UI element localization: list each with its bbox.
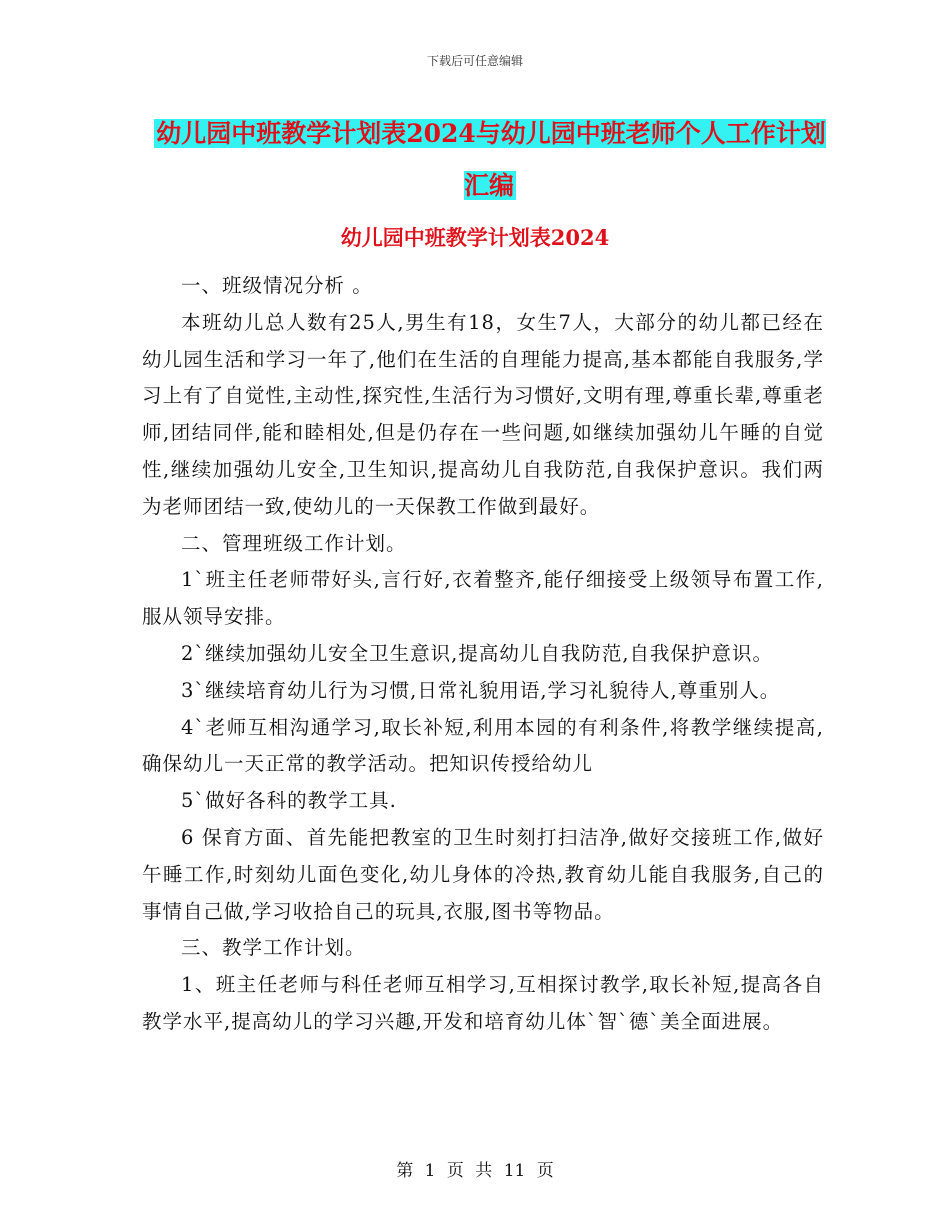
- document-title: [150, 108, 830, 212]
- paragraph: 4`老师互相沟通学习,取长补短,利用本园的有利条件,将教学继续提高,确保幼儿一天正常的教学活动。把知识传授给幼儿: [142, 715, 824, 776]
- paragraph: 本班幼儿总人数有25人,男生有18，女生7人，大部分的幼儿都已经在幼儿园生活和学习一年了,他们在生活的自理能力提高,基本都能自我服务,学习上有了自觉性,主动性,探究性,生活行为习惯好,文明有理,尊重长辈,尊重老师,团结同伴,能和睦相处,但是仍存在一些问题,如继续加强幼儿午睡的自觉性,继续加强幼儿安全,卫生知识,提高幼儿自我防范,自我保护意识。我们两为老师团结一致,使幼儿的一天保教工作做到最好。: [142, 310, 824, 518]
- paragraph: 5`做好各科的教学工具.: [181, 789, 397, 813]
- paragraph: 2`继续加强幼儿安全卫生意识,提高幼儿自我防范,自我保护意识。: [181, 641, 774, 665]
- paragraph-heading-3: 三、教学工作计划。: [181, 936, 366, 960]
- paragraph-heading-1: 一、班级情况分析 。: [181, 274, 373, 297]
- paragraph: 1`班主任老师带好头,言行好,衣着整齐,能仔细接受上级领导布置工作,服从领导安排。: [142, 568, 824, 629]
- document-title-highlight: 幼儿园中班教学计划表2024与幼儿园中班老师个人工作计划汇编: [156, 119, 826, 200]
- paragraph: 3`继续培育幼儿行为习惯,日常礼貌用语,学习礼貌待人,尊重别人。: [181, 678, 781, 702]
- page-footer: 第 1 页 共 11 页: [396, 1161, 554, 1181]
- paragraph: 1、班主任老师与科任老师互相学习,互相探讨教学,取长补短,提高各自教学水平,提高幼儿的学习兴趣,开发和培育幼儿体`智`德`美全面进展。: [142, 973, 824, 1033]
- document-body: [142, 268, 824, 1041]
- paragraph-heading-2: 二、管理班级工作计划。: [181, 531, 407, 555]
- header-note: 下载后可任意编辑: [426, 54, 523, 68]
- section-title: 幼儿园中班教学计划表2024: [340, 225, 610, 250]
- paragraph: 6 保育方面、首先能把教室的卫生时刻打扫洁净,做好交接班工作,做好午睡工作,时刻幼儿面色变化,幼儿身体的冷热,教育幼儿能自我服务,自己的事情自己做,学习收拾自己的玩具,衣服,图书等物品。: [142, 825, 824, 923]
